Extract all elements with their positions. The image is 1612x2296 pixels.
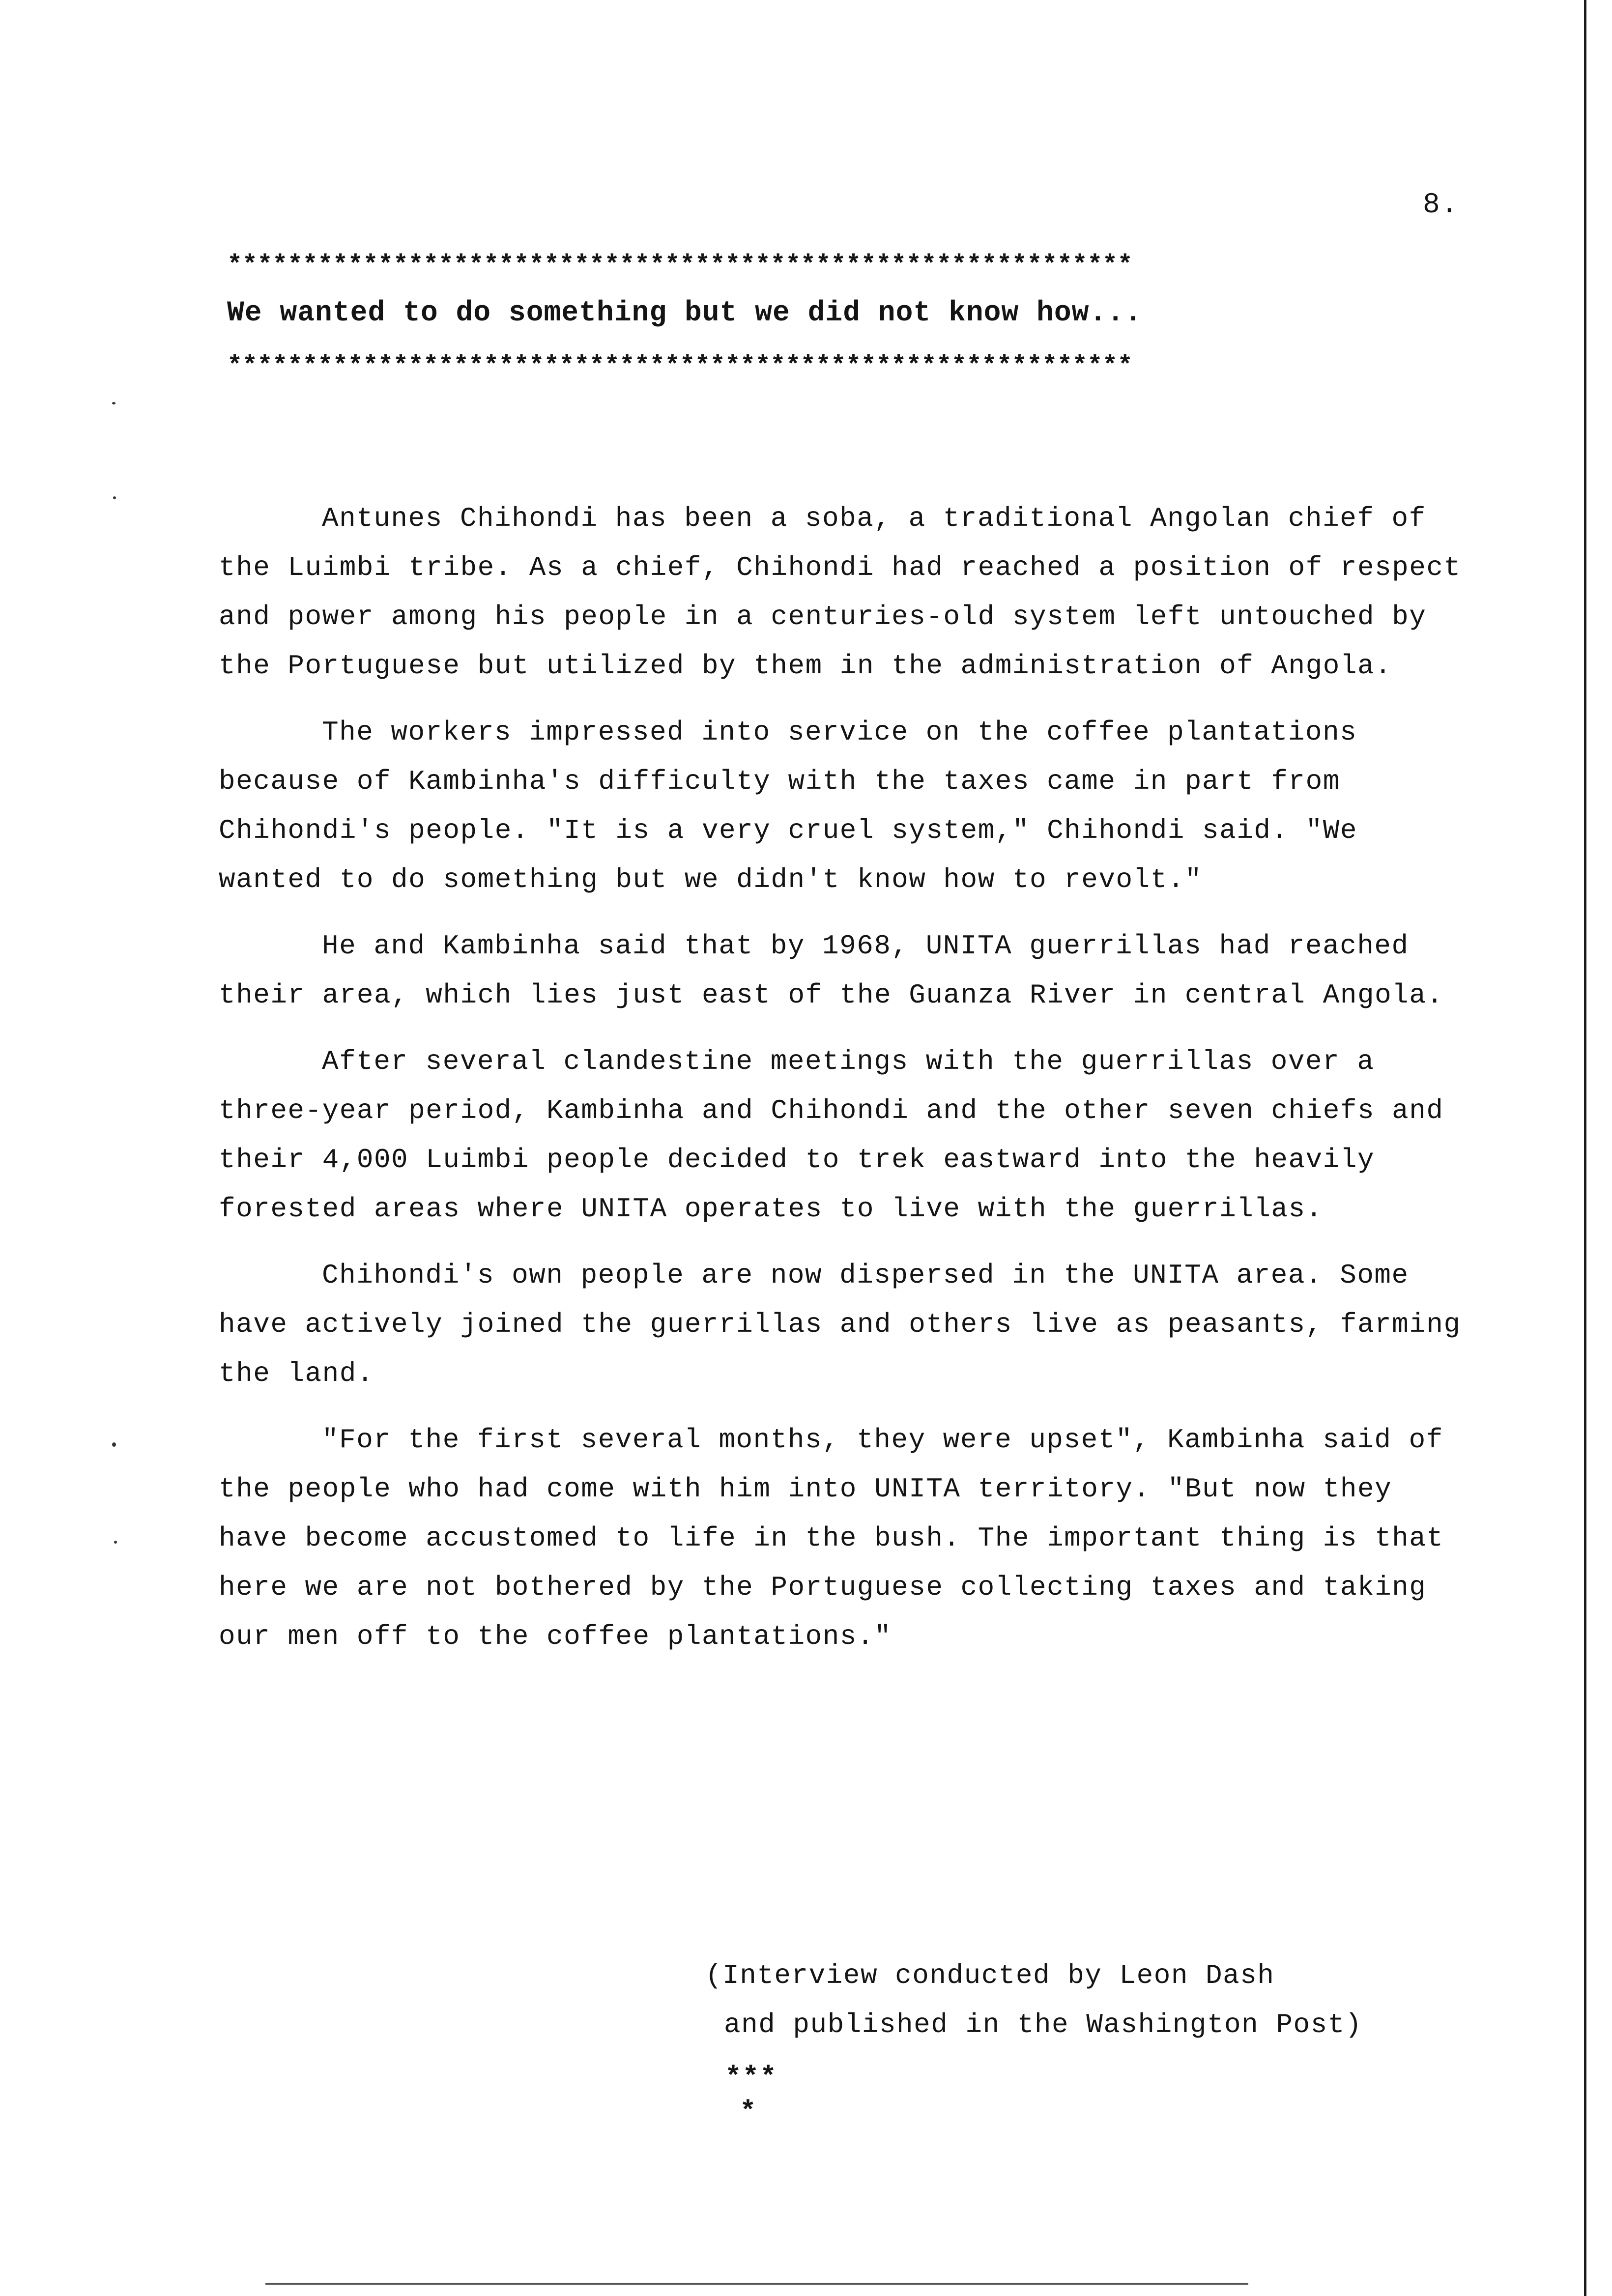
paragraph: The workers impressed into service on the coffee plantations because of Kambinha's difficulty with the taxes came in part from Chihondi's people. "It is a very cruel system," Chihondi said. "We wanted to do something but we didn't know how to revolt." — [219, 717, 1357, 895]
asterisk-rule-bottom: ************************************************************ — [227, 351, 1133, 380]
article-body — [219, 494, 1462, 1678]
headline: We wanted to do something but we did not know how... — [227, 297, 1142, 329]
scan-speck — [112, 1442, 116, 1447]
asterisk-rule-top: ************************************************************ — [227, 251, 1133, 280]
credit-line: and published in the Washington Post) — [724, 2009, 1362, 2040]
paragraph: Antunes Chihondi has been a soba, a traditional Angolan chief of the Luimbi tribe. As a chief, Chihondi had reached a position of respect and power among his people in a centuries-old system left untouched by the Portuguese but utilized by them in the administration of Angola. — [219, 503, 1461, 682]
scan-speck — [113, 496, 116, 499]
paragraph: Chihondi's own people are now dispersed in the UNITA area. Some have actively joined the guerrillas and others live as peasants, farming the land. — [219, 1260, 1461, 1389]
scan-speck — [112, 402, 115, 404]
bottom-scan-line — [265, 2283, 1248, 2285]
paragraph: "For the first several months, they were upset", Kambinha said of the people who had come with him into UNITA territory. "But now they have become accustomed to life in the bush. The important thing is that here we are not bothered by the Portuguese collecting taxes and taking our men off to the coffee plantations." — [219, 1424, 1444, 1652]
scan-speck — [114, 1541, 117, 1544]
page-edge-border — [1584, 0, 1586, 2296]
end-mark-stars: *** — [725, 2062, 777, 2093]
paragraph: After several clandestine meetings with the guerrillas over a three-year period, Kambinha and Chihondi and the other seven chiefs and their 4,000 Luimbi people decided to trek eastward into the heavily forested areas where UNITA operates to live with the guerrillas. — [219, 1046, 1444, 1225]
end-mark-star: * — [740, 2096, 756, 2127]
interview-credit — [705, 1951, 1362, 2049]
paragraph: He and Kambinha said that by 1968, UNITA guerrillas had reached their area, which lies just east of the Guanza River in central Angola. — [219, 930, 1444, 1011]
page-number: 8. — [1423, 189, 1459, 221]
credit-line: (Interview conducted by Leon Dash — [705, 1960, 1275, 1991]
